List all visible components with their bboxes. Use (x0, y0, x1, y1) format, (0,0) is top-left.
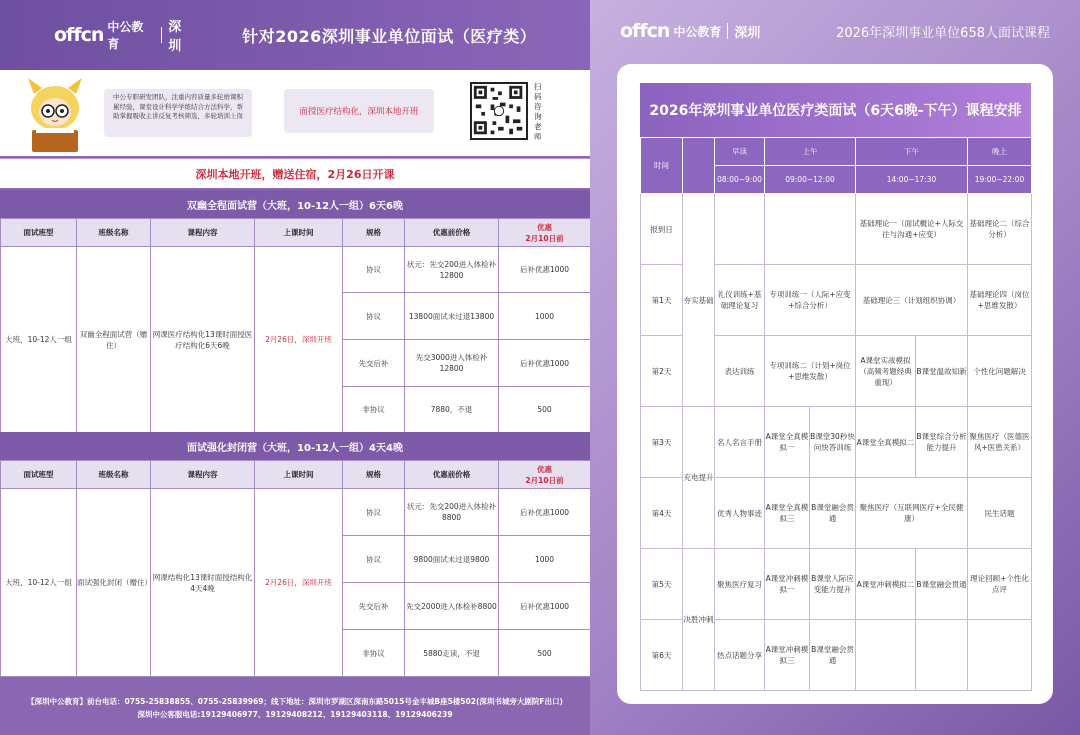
spec-cell: 先交后补 (343, 583, 405, 630)
day-cell: 第5天 (641, 549, 683, 620)
evening-cell: 聚焦医疗（医德医风+医患关系） (968, 407, 1032, 478)
morning-cell (765, 194, 856, 265)
day-cell: 第4天 (641, 478, 683, 549)
evening-cell: 理论回顾+个性化点评 (968, 549, 1032, 620)
afternoon-cell: 基础理论一（面试概论+人际交往与沟通+应变） (856, 194, 968, 265)
morning-a-cell: A课堂冲刺模拟一 (765, 549, 810, 620)
price-cell: 先交3000进入体检补12800 (405, 340, 499, 387)
schedule-title: 2026年深圳事业单位医疗类面试（6天6晚-下午）课程安排 (640, 83, 1031, 137)
morning-b-cell: B课堂人际应变能力提升 (810, 549, 856, 620)
morning-read-cell: 热点话题分享 (715, 620, 765, 691)
page-title: 针对2026深圳事业单位面试（医疗类） (242, 26, 537, 46)
morning-a-cell: A课堂冲刺模拟三 (765, 620, 810, 691)
course-content-cell: 网课医疗结构化13课时面授医疗结构化6天6晚 (151, 247, 255, 433)
col-header: 课程内容 (151, 461, 255, 489)
spec-cell: 非协议 (343, 387, 405, 433)
col-header: 面试班型 (1, 461, 77, 489)
morning-a-cell: A课堂全真模拟一 (765, 407, 810, 478)
logo-divider (727, 23, 728, 39)
table-header-row (1, 219, 591, 247)
morning-b-cell: B课堂融会贯通 (810, 478, 856, 549)
class-name-cell: 双幽全程面试营（赠住） (77, 247, 151, 433)
period-name: 早读 (715, 138, 765, 166)
course-tag: 2026年深圳事业单位658人面试课程 (836, 25, 1050, 41)
discount-cell: 后补优惠1000 (499, 489, 591, 536)
discount-cell: 1000 (499, 536, 591, 583)
brand-text: offcn (54, 24, 104, 46)
evening-cell: 个性化问题解决 (968, 336, 1032, 407)
morning-b-cell: B课堂融会贯通 (810, 620, 856, 691)
class-name-cell: 面试强化封闭（赠住） (77, 489, 151, 677)
period-time: 08:00~9:00 (715, 166, 765, 194)
table-header-row (1, 461, 591, 489)
city-label: 深圳 (734, 25, 761, 41)
morning-read-cell: 优秀人物事迹 (715, 478, 765, 549)
morning-read-cell (715, 194, 765, 265)
schedule-card (617, 64, 1053, 704)
morning-a-cell: A课堂全真模拟三 (765, 478, 810, 549)
class-time-cell: 2月26日，深圳开班 (255, 489, 343, 677)
brand-logo (54, 16, 194, 54)
col-header: 班级名称 (77, 461, 151, 489)
price-cell: 9800面试未过退9800 (405, 536, 499, 583)
afternoon-a-cell (856, 620, 916, 691)
discount-cell: 500 (499, 630, 591, 677)
discount-cell: 后补优惠1000 (499, 583, 591, 630)
period-name: 下午 (856, 138, 968, 166)
discount-deadline: 2月10日前 (525, 475, 564, 485)
price-cell: 状元：先交200进入体检补8800 (405, 489, 499, 536)
evening-cell: 民生话题 (968, 478, 1032, 549)
schedule-row (641, 549, 1032, 620)
afternoon-b-cell: B课堂温故知新 (916, 336, 968, 407)
footer-address: 【深圳中公教育】前台电话：0755-25838855、0755-25839969；线下地址：深圳市罗湖区深南东路5015号金丰城B座5楼502(深圳书城旁大剧院F出口) (27, 697, 563, 706)
price-cell: 5880走读，不退 (405, 630, 499, 677)
afternoon-b-cell: B课堂融会贯通 (916, 549, 968, 620)
price-cell: 先交2000进入体检补8800 (405, 583, 499, 630)
afternoon-cell: 基础理论三（计划组织协调） (856, 265, 968, 336)
afternoon-a-cell: A课堂实战模拟（高频考题经典重现） (856, 336, 916, 407)
brand-text: offcn (620, 20, 670, 42)
contact-footer (0, 690, 590, 735)
schedule-table (640, 137, 1032, 691)
camp-2-table (0, 460, 591, 677)
discount-label: 优惠 (537, 222, 552, 232)
evening-cell: 基础理论四（岗位+思维发散） (968, 265, 1032, 336)
day-cell: 第1天 (641, 265, 683, 336)
spec-cell: 非协议 (343, 630, 405, 677)
period-time: 09:00~12:00 (765, 166, 856, 194)
day-cell: 第6天 (641, 620, 683, 691)
spec-cell: 协议 (343, 489, 405, 536)
phase-header (683, 138, 715, 194)
price-cell: 13800面试未过退13800 (405, 293, 499, 340)
col-header: 面试班型 (1, 219, 77, 247)
camp-1-table (0, 218, 591, 433)
morning-cell: 专项训练二（计划+岗位+思维发散） (765, 336, 856, 407)
afternoon-cell: 聚焦医疗（互联网医疗+全民健康） (856, 478, 968, 549)
class-type-cell: 大班，10-12人一组 (1, 489, 77, 677)
right-header (590, 16, 1080, 46)
schedule-header-row (641, 138, 1032, 166)
table-row (1, 489, 591, 536)
schedule-row (641, 407, 1032, 478)
morning-b-cell: B课堂30秒快问快答训练 (810, 407, 856, 478)
morning-read-cell: 礼仪训练+基础理论复习 (715, 265, 765, 336)
brand-logo (620, 20, 760, 42)
col-header: 课程内容 (151, 219, 255, 247)
period-time: 14:00~17:30 (856, 166, 968, 194)
brand-cn: 中公教育 (673, 24, 722, 39)
period-name: 晚上 (968, 138, 1032, 166)
mascot-illustration (22, 76, 88, 154)
camp-1-title: 双幽全程面试营（大班，10-12人一组）6天6晚 (0, 190, 590, 218)
col-header-discount (499, 461, 591, 489)
col-header: 上课时间 (255, 219, 343, 247)
brand-cn: 中公教育 (107, 20, 144, 51)
table-row (1, 247, 591, 293)
evening-cell: 基础理论二（综合分析） (968, 194, 1032, 265)
discount-cell: 500 (499, 387, 591, 433)
col-header: 规格 (343, 219, 405, 247)
discount-cell: 1000 (499, 293, 591, 340)
phase-cell: 充电提升 (683, 407, 715, 549)
col-header: 优惠前价格 (405, 461, 499, 489)
day-cell: 报到日 (641, 194, 683, 265)
period-time: 19:00~22:00 (968, 166, 1032, 194)
phase-cell: 决胜冲刺 (683, 549, 715, 691)
camp-2-title: 面试强化封闭营（大班，10-12人一组）4天4晚 (0, 432, 590, 460)
price-cell: 7880，不退 (405, 387, 499, 433)
schedule-row (641, 194, 1032, 265)
col-header: 规格 (343, 461, 405, 489)
morning-read-cell: 名人名言手册 (715, 407, 765, 478)
qr-code[interactable] (470, 82, 528, 140)
phase-cell: 夯实基础 (683, 194, 715, 407)
spec-cell: 先交后补 (343, 340, 405, 387)
city-label: 深圳 (168, 20, 182, 54)
intro-description: 中公专职研发团队，注重内容质量多轮磨课积累经验，课堂设计科学学练结合方法科学，帮助掌握吸收主讲反复考核筛选，多轮培训上岗 (104, 89, 252, 137)
col-header: 上课时间 (255, 461, 343, 489)
afternoon-b-cell: B课堂综合分析能力提升 (916, 407, 968, 478)
teaching-highlight: 面授医疗结构化，深圳本地开班 (284, 89, 434, 133)
col-header: 优惠前价格 (405, 219, 499, 247)
morning-cell: 专项训练一（人际+应变+综合分析） (765, 265, 856, 336)
col-header: 班级名称 (77, 219, 151, 247)
day-cell: 第3天 (641, 407, 683, 478)
announcement: 深圳本地开班，赠送住宿，2月26日开课 (0, 158, 590, 188)
spec-cell: 协议 (343, 293, 405, 340)
evening-cell (968, 620, 1032, 691)
spec-cell: 协议 (343, 536, 405, 583)
left-header (0, 0, 590, 70)
discount-label: 优惠 (537, 464, 552, 474)
class-type-cell: 大班，10-12人一组 (1, 247, 77, 433)
intro-section (0, 70, 590, 156)
afternoon-a-cell: A课堂冲刺模拟二 (856, 549, 916, 620)
discount-cell: 后补优惠1000 (499, 340, 591, 387)
col-header-discount (499, 219, 591, 247)
footer-phones: 深圳中公客服电话:19129406977、19129408212、19129403118、19129406239 (137, 710, 453, 719)
period-name: 上午 (765, 138, 856, 166)
spec-cell: 协议 (343, 247, 405, 293)
discount-deadline: 2月10日前 (525, 233, 564, 243)
class-time-cell: 2月26日，深圳开班 (255, 247, 343, 433)
morning-read-cell: 表达训练 (715, 336, 765, 407)
afternoon-b-cell (916, 620, 968, 691)
day-cell: 第2天 (641, 336, 683, 407)
right-panel (590, 0, 1080, 735)
afternoon-a-cell: A课堂全真模拟二 (856, 407, 916, 478)
discount-cell: 后补优惠1000 (499, 247, 591, 293)
logo-divider (161, 27, 162, 43)
time-header: 时间 (641, 138, 683, 194)
morning-read-cell: 聚焦医疗复习 (715, 549, 765, 620)
price-cell: 状元：先交200进入体检补12800 (405, 247, 499, 293)
qr-caption: 扫码咨询老师 (534, 82, 542, 141)
course-content-cell: 网课结构化13课时面授结构化4天4晚 (151, 489, 255, 677)
